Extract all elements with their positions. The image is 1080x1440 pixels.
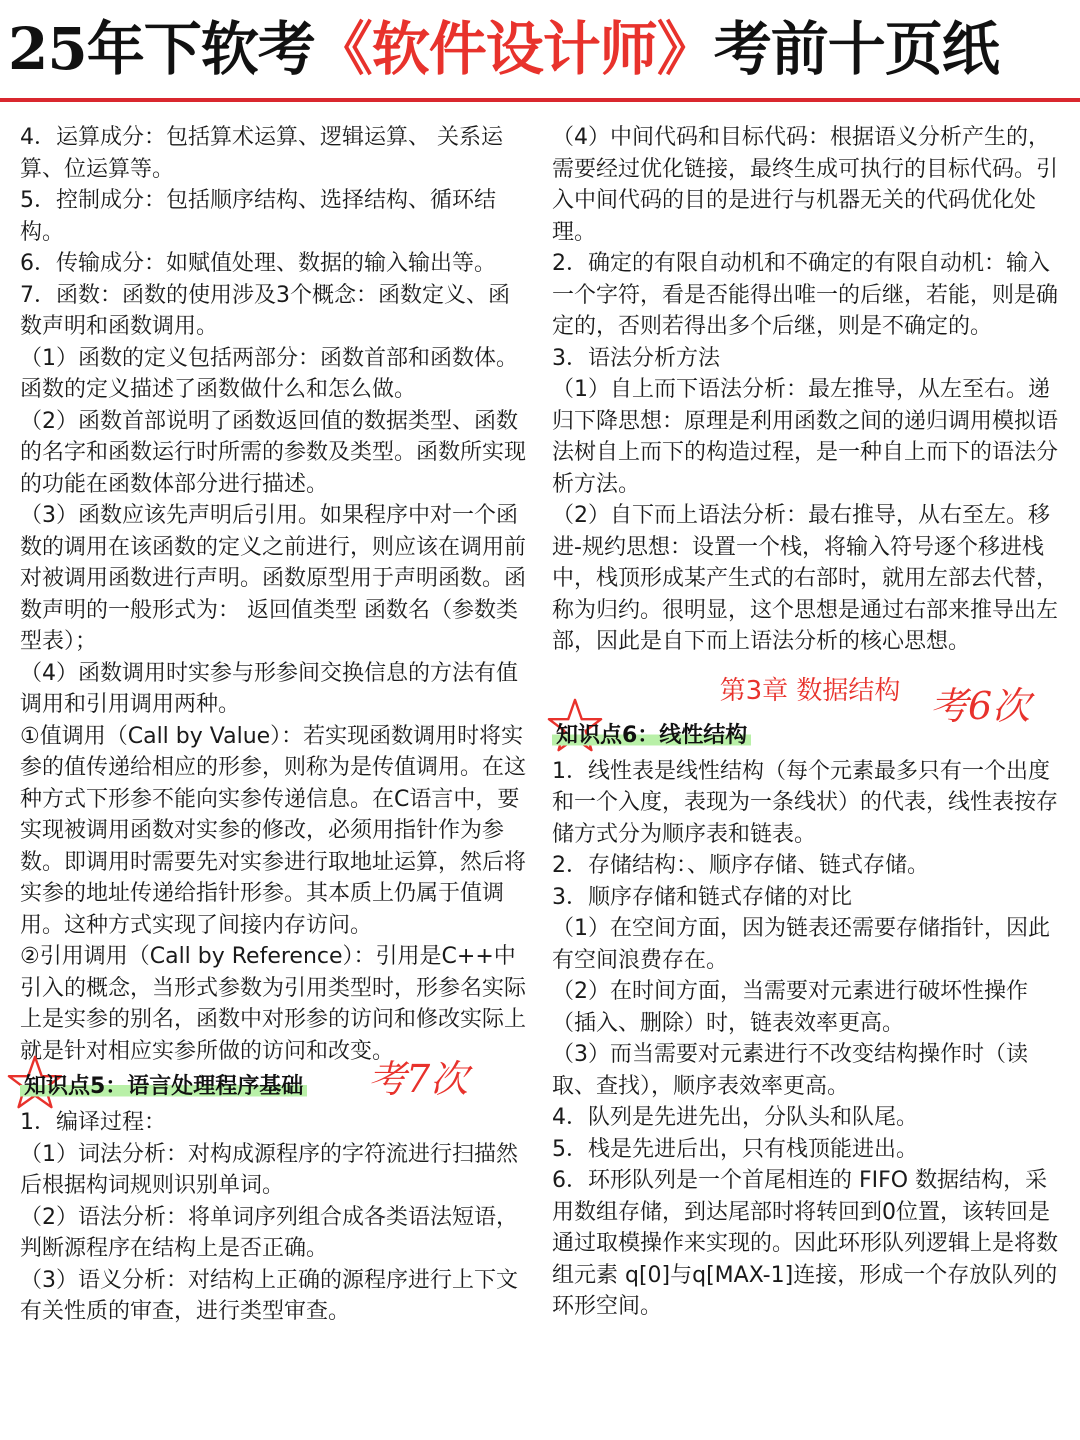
paragraph: （1）在空间方面，因为链表还需要存储指针，因此有空间浪费存在。 [552,916,1050,973]
paragraph: （1）自上而下语法分析：最左推导，从左至右。递归下降思想：原理是利用函数之间的递归调用模拟语法树自上而下的构造过程，是一种自上而下的语法分析方法。 [552,377,1059,497]
right-column [552,122,1068,1323]
page-title [8,14,999,84]
title-prefix: 25年下软考 [8,15,315,83]
paragraph: （4）函数调用时实参与形参间交换信息的方法有值调用和引用调用两种。 [20,660,518,717]
paragraph: （2）在时间方面，当需要对元素进行破坏性操作（插入、删除）时，链表效率更高。 [552,979,1028,1036]
paragraph: 4．队列是先进先出，分队头和队尾。 [552,1105,918,1130]
paragraph: ②引用调用（Call by Reference）：引用是C++中引入的概念，当形式参数为引用类型时，形参名实际上是实参的别名，函数中对形参的访问和修改实际上就是针对相应实参所做的访问和改变。 [20,944,527,1064]
paragraph: （2）语法分析：将单词序列组合成各类语法短语，判断源程序在结构上是否正确。 [20,1204,518,1261]
paragraph: （4）中间代码和目标代码：根据语义分析产生的，需要经过优化链接，最终生成可执行的目标代码。引入中间代码的目的是进行与机器无关的代码优化处理。 [552,125,1059,245]
paragraph: （2）函数首部说明了函数返回值的数据类型、函数的名字和函数运行时所需的参数及类型。函数所实现的功能在函数体部分进行描述。 [20,408,527,497]
header-divider [0,98,1080,102]
paragraph: 2．确定的有限自动机和不确定的有限自动机：输入一个字符，看是否能得出唯一的后继，若能，则是确定的，否则若得出多个后继，则是不确定的。 [552,251,1059,339]
paragraph: 3．语法分析方法 [552,345,720,371]
left-column [20,122,530,1328]
paragraph: 5．控制成分：包括顺序结构、选择结构、循环结构。 [20,188,496,245]
paragraph: ①值调用（Call by Value）：若实现函数调用时将实参的值传递给相应的形参，则称为是传值调用。在这种方式下形参不能向实参传递信息。在C语言中，要实现被调用函数对实参的修改，必须用指针作为参数。即调用时需要先对实参进行取地址运算，然后将实参的地址传递给指针形参。其本质上仍属于值调用。这种方式实现了间接内存访问。 [20,723,527,938]
paragraph: （1）词法分析：对构成源程序的字符流进行扫描然后根据构词规则识别单词。 [20,1141,518,1198]
knowledge-point-5-row [20,1057,530,1105]
paragraph: 2．存储结构：、顺序存储、链式存储。 [552,853,929,878]
exam-count-note: 考6次 [930,683,1031,728]
paragraph: （2）自下而上语法分析：最右推导，从右至左。移进-规约思想：设置一个栈，将输入符号逐个移进栈中，栈顶形成某产生式的右部时，就用左部去代替，称为归约。很明显，这个思想是通过右部来推导出左部，因此是自下而上语法分析的核心思想。 [552,503,1059,654]
title-suffix: 考前十页纸 [713,15,999,83]
paragraph: （3）而当需要对元素进行不改变结构操作时（读取、查找），顺序表效率更高。 [552,1042,1028,1099]
knowledge-point-title: 知识点6：线性结构 [552,720,751,752]
paragraph: 1．线性表是线性结构（每个元素最多只有一个出度和一个入度，表现为一条线状）的代表，线性表按存储方式分为顺序表和链表。 [552,758,1059,847]
paragraph: 6．传输成分：如赋值处理、数据的输入输出等。 [20,251,496,276]
title-highlight: 《软件设计师》 [314,15,714,83]
paragraph: 4．运算成分：包括算术运算、逻辑运算、 关系运算、位运算等。 [20,125,503,182]
paragraph: （1）函数的定义包括两部分：函数首部和函数体。函数的定义描述了函数做什么和怎么做。 [20,345,518,402]
paragraph: （3）语义分析：对结构上正确的源程序进行上下文有关性质的审查，进行类型审查。 [20,1267,518,1324]
exam-count-note: 考7次 [368,1057,469,1101]
paragraph: 6．环形队列是一个首尾相连的 FIFO 数据结构，采用数组存储，到达尾部时将转回到0位置，该转回是通过取模操作来实现的。因此环形队列逻辑上是将数组元素 q[0]与q[MAX-1]连接，形成一个存放队列的环形空间。 [552,1168,1059,1319]
paragraph: （3）函数应该先声明后引用。如果程序中对一个函数的调用在该函数的定义之前进行，则应该在调用前对被调用函数进行声明。函数原型用于声明函数。函数声明的一般形式为： 返回值类型 函数名（参数类型表）； [20,503,527,654]
knowledge-point-title: 知识点5：语言处理程序基础 [20,1071,307,1103]
page-header [0,0,1080,100]
paragraph: 1．编译过程： [20,1110,166,1135]
chapter-heading: 第3章 数据结构 [719,675,901,706]
paragraph: 7．函数：函数的使用涉及3个概念：函数定义、函数声明和函数调用。 [20,282,510,339]
paragraph: 3．顺序存储和链式存储的对比 [552,884,852,910]
paragraph: 5．栈是先进后出，只有栈顶能进出。 [552,1136,918,1162]
